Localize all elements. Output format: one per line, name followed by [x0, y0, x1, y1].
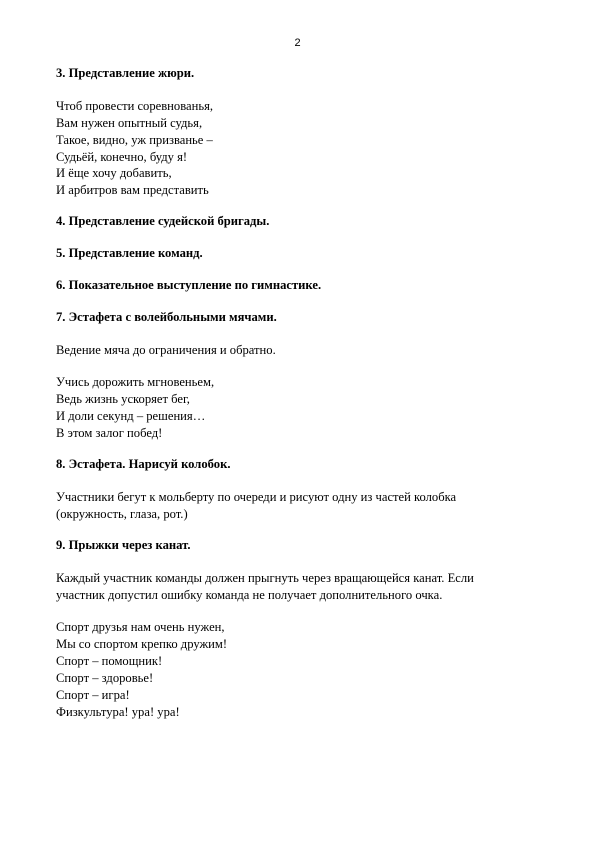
section-9-description: Каждый участник команды должен прыгнуть через вращающейся канат. Если [56, 571, 474, 585]
section-9-heading: 9. Прыжки через канат. [56, 538, 191, 552]
verse-line: И арбитров вам представить [56, 183, 209, 197]
verse-line: Вам нужен опытный судья, [56, 116, 203, 130]
section-8-description: (окружность, глаза, рот.) [56, 507, 188, 521]
section-7-description: Ведение мяча до ограничения и обратно. [56, 343, 276, 357]
verse-line: И ёще хочу добавить, [56, 166, 172, 180]
section-6-heading: 6. Показательное выступление по гимнастике. [56, 278, 322, 292]
section-5-heading: 5. Представление команд. [56, 246, 203, 260]
verse-line: Спорт – помощник! [56, 654, 163, 668]
verse-line: Спорт – здоровье! [56, 671, 154, 685]
verse-line: Учись дорожить мгновеньем, [56, 375, 215, 389]
section-7-heading: 7. Эстафета с волейбольными мячами. [56, 310, 277, 324]
verse-line: В этом залог побед! [56, 426, 163, 440]
page-number: 2 [294, 37, 301, 49]
verse-line: Мы со спортом крепко дружим! [56, 637, 228, 651]
section-4-heading: 4. Представление судейской бригады. [56, 214, 270, 228]
verse-line: Спорт – игра! [56, 688, 130, 702]
verse-line: И доли секунд – решения… [56, 409, 206, 423]
verse-line: Судьёй, конечно, буду я! [56, 150, 188, 164]
section-8-heading: 8. Эстафета. Нарисуй колобок. [56, 457, 231, 471]
section-9-description: участник допустил ошибку команда не получает дополнительного очка. [56, 588, 443, 602]
section-3-heading: 3. Представление жюри. [56, 66, 195, 80]
verse-line: Чтоб провести соревнованья, [56, 99, 214, 113]
verse-line: Спорт друзья нам очень нужен, [56, 620, 225, 634]
verse-line: Физкультура! ура! ура! [56, 705, 180, 719]
section-8-description: Участники бегут к мольберту по очереди и рисуют одну из частей колобка [56, 490, 457, 504]
verse-line: Ведь жизнь ускоряет бег, [56, 392, 190, 406]
verse-line: Такое, видно, уж призванье – [56, 133, 213, 147]
